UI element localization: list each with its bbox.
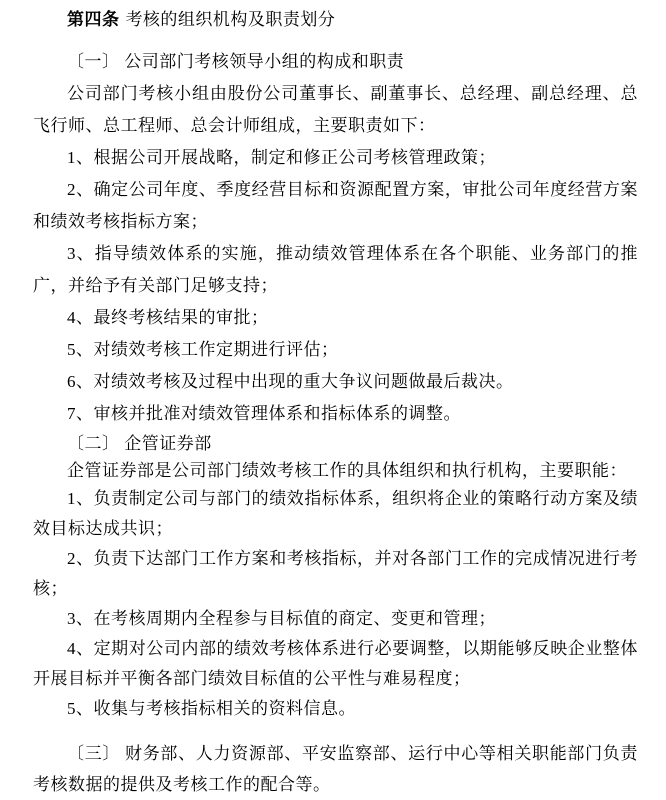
section-one-item-6: 6、对绩效考核及过程中出现的重大争议问题做最后裁决。 [67,372,514,391]
section-two-item-4: 4、定期对公司内部的绩效考核体系进行必要调整，以期能够反映企业整体开展目标并平衡各部门绩效目标值的公平性与难易程度； [33,639,638,688]
section-one-item-1: 1、根据公司开展战略，制定和修正公司考核管理政策； [67,148,496,167]
section-one-item-2: 2、确定公司年度、季度经营目标和资源配置方案，审批公司年度经营方案和绩效考核指标方案； [33,180,638,231]
section-two-item-5: 5、收集与考核指标相关的资料信息。 [67,699,356,718]
section-one-heading: 〔一〕 公司部门考核领导小组的构成和职责 [67,52,405,71]
section-one-item-4: 4、最终考核结果的审批； [67,308,269,327]
section-one-intro: 公司部门考核小组由股份公司董事长、副董事长、总经理、副总经理、总飞行师、总工程师、总会计师组成，主要职责如下： [33,84,638,135]
section-two-intro: 企管证券部是公司部门绩效考核工作的具体组织和执行机构，主要职能： [67,461,627,480]
article-number: 第四条 [67,10,120,29]
section-one-item-7: 7、审核并批准对绩效管理体系和指标体系的调整。 [67,404,461,423]
section-one-item-3: 3、指导绩效体系的实施，推动绩效管理体系在各个职能、业务部门的推广，并给予有关部门足够支持； [33,244,638,295]
section-two-heading: 〔二〕 企管证券部 [67,434,212,453]
article-title-text: 考核的组织机构及职责划分 [125,10,336,29]
section-one [33,46,638,430]
section-two [33,430,638,724]
section-three [33,738,638,800]
section-two-item-3: 3、在考核周期内全程参与目标值的商定、变更和管理； [67,609,496,628]
section-two-item-2: 2、负责下达部门工作方案和考核指标，并对各部门工作的完成情况进行考核； [33,549,638,598]
section-two-item-1: 1、负责制定公司与部门的绩效指标体系，组织将企业的策略行动方案及绩效目标达成共识； [33,489,638,538]
article-title [33,4,638,36]
section-one-item-5: 5、对绩效考核工作定期进行评估； [67,340,339,359]
section-three-paragraph: 〔三〕 财务部、人力资源部、平安监察部、运行中心等相关职能部门负责考核数据的提供及考核工作的配合等。 [33,744,638,794]
